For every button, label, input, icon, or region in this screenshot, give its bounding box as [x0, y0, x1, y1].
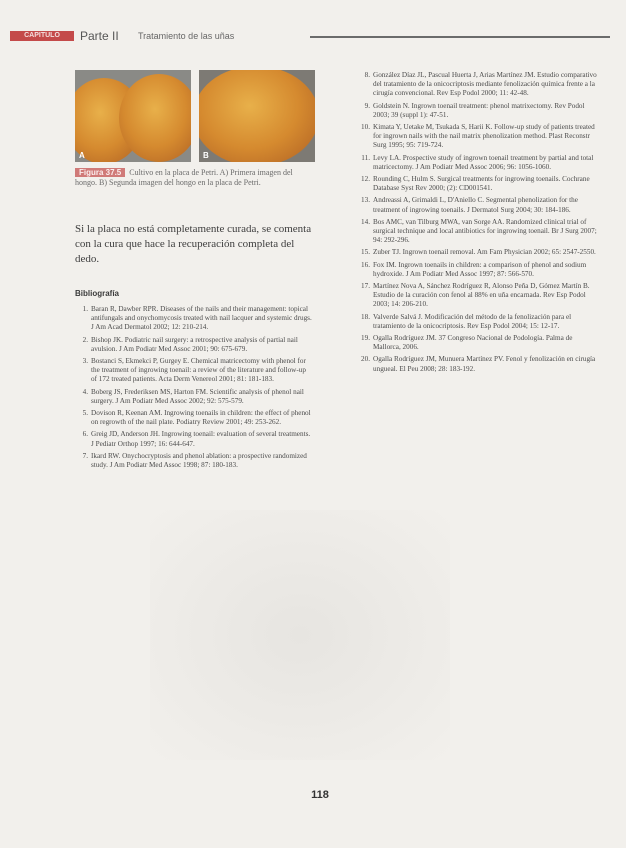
reference-number: 15. — [361, 248, 370, 257]
reference-text: González Díaz JL, Pascual Huerta J, Arias Martínez JM. Estudio comparativo del tratamiento de la onicocriptosis mediante fenolización química frente a la cirugía convencional. Rev Esp Podol 2000; 11: 42-48. — [373, 71, 597, 98]
reference-number: 4. — [82, 387, 88, 396]
reference-text: Fox IM. Ingrown toenails in children: a comparison of phenol and sodium hydroxide. J Am Podiatr Med Assoc 1997; 87: 566-570. — [373, 260, 587, 278]
reference-number: 17. — [361, 282, 370, 291]
reference-number: 8. — [364, 71, 370, 79]
figure-label: Figura 37.5 — [75, 168, 125, 177]
reference-item — [361, 248, 598, 257]
panel-label-a: A — [79, 151, 85, 160]
reference-text: Baran R, Dawber RPR. Diseases of the nails and their management: topical antifungals and onychomycosis treated with nail lacquer and systemic drugs. J Am Acad Dermatol 2002; 12: 210-214. — [91, 305, 312, 332]
panel-label-b: B — [203, 151, 209, 160]
header-rule — [310, 36, 610, 38]
reference-text: Bos AMC, van Tilburg MWA, van Sorge AA. Randomized clinical trial of surgical technique and local antibiotics for ingrowing toenail. Br J Surg 2007; 94: 292-296. — [373, 217, 597, 245]
page-number: 118 — [311, 789, 329, 801]
reference-number: 14. — [361, 217, 370, 226]
reference-number: 19. — [361, 334, 370, 343]
reference-text: Bishop JK. Podiatric nail surgery: a retrospective analysis of partial nail avulsion. J Am Podiatr Med Assoc 2001; 90: 675-679. — [91, 335, 298, 353]
reference-item — [82, 430, 313, 448]
reference-text: Goldstein N. Ingrown toenail treatment: phenol matrixectomy. Rev Podol 2003; 39 (suppl 1): 47-51. — [373, 101, 585, 119]
figure-photo-a — [75, 70, 191, 162]
chapter-tag: CAPITULO — [10, 31, 74, 41]
reference-number: 7. — [82, 451, 88, 460]
figure-caption-text: Cultivo en la placa de Petri. A) Primera imagen del hongo. B) Segunda imagen del hongo en la placa de Petri. — [75, 168, 293, 187]
reference-number: 11. — [361, 153, 370, 162]
reference-item — [82, 305, 313, 333]
reference-text: Valverde Salvá J. Modificación del método de la fenolización para el tratamiento de la onicocriptosis. Rev Esp Podol 2004; 15: 12-17. — [373, 312, 572, 330]
reference-text: Ogalla Rodríguez JM. 37 Congreso Nacional de Podología. Palma de Mallorca, 2006. — [373, 334, 573, 352]
reference-text: Kimata Y, Uetake M, Tsukada S, Harii K. Follow-up study of patients treated for ingrown nails with the nail matrix phenolization method. Plast Reconstr Surg 1995; 95: 719-724. — [373, 123, 595, 150]
reference-number: 2. — [82, 335, 88, 344]
reference-list-right — [361, 71, 598, 377]
reference-text: Levy LA. Prospective study of ingrown toenail treatment by partial and total matricectomy. J Am Podiatr Med Assoc 2006; 96: 1056-1060. — [373, 153, 594, 171]
reference-item — [361, 217, 598, 246]
reference-item — [361, 355, 598, 373]
reference-text: Rounding C, Hulm S. Surgical treatments for ingrowing toenails. Cochrane Database Syst Rev 2000; (2): CD001541. — [373, 175, 590, 193]
reference-item — [361, 312, 598, 331]
scan-smudge — [150, 510, 450, 760]
reference-number: 9. — [364, 101, 370, 110]
reference-number: 10. — [361, 123, 370, 132]
reference-item — [361, 334, 598, 352]
reference-number: 5. — [82, 409, 88, 418]
reference-item — [361, 153, 598, 172]
body-paragraph: Si la placa no está completamente curada, se comenta con la cura que hace la recuperación completa del dedo. — [75, 223, 312, 265]
reference-number: 18. — [361, 312, 370, 321]
reference-number: 20. — [361, 355, 370, 364]
reference-text: Martínez Nova A, Sánchez Rodríguez R, Alonso Peña D, Gómez Martín B. Estudio de la curación con fenol al 88% en uña encarnada. Rev Esp Podol 2003; 14: 206-210. — [373, 282, 590, 309]
reference-text: Dovison R, Keenan AM. Ingrowing toenails in children: the effect of phenol on regrowth of the nail plate. Podiatry Review 2001; 49: 253-262. — [91, 409, 311, 427]
section-label: Tratamiento de las uñas — [138, 31, 235, 41]
reference-number: 1. — [82, 305, 88, 313]
reference-text: Ogalla Rodríguez JM, Munuera Martínez PV. Fenol y fenolización en cirugía ungueal. El Peu 2008; 28: 183-192. — [373, 355, 596, 373]
reference-item — [361, 196, 598, 214]
reference-item — [364, 101, 598, 120]
reference-item — [82, 451, 313, 470]
reference-number: 6. — [82, 430, 88, 439]
reference-item — [82, 409, 313, 427]
reference-list-left — [82, 305, 313, 473]
reference-item — [361, 282, 598, 310]
reference-item — [361, 175, 598, 193]
reference-text: Zuber TJ. Ingrown toenail removal. Am Fam Physician 2002; 65: 2547-2550. — [373, 248, 596, 257]
reference-text: Ikard RW. Onychocryptosis and phenol ablation: a prospective randomized study. J Am Podiatr Med Assoc 1998; 87: 180-183. — [91, 451, 307, 470]
reference-text: Bostanci S, Ekmekci P, Gurgey E. Chemical matricectomy with phenol for the treatment of ingrowing toenail: a review of the literature and follow-up of 172 treated patients. Acta Derm Venereol 2001; 81: 181-183. — [91, 357, 306, 384]
reference-text: Greig JD, Anderson JH. Ingrowing toenail: evaluation of several treatments. J Pediatr Orthop 1997; 16: 644-647. — [91, 430, 311, 448]
part-label: Parte II — [80, 29, 119, 43]
reference-item — [361, 123, 598, 151]
reference-number: 13. — [361, 196, 370, 205]
reference-text: Boberg JS, Frederiksen MS, Harton FM. Scientific analysis of phenol nail surgery. J Am Podiatr Med Assoc 2002; 92: 575-579. — [91, 387, 304, 405]
reference-text: Andreassi A, Grimaldi L, D'Aniello C. Segmental phenolization for the treatment of ingrowing toenails. J Dermatol Surg 2004; 30: 184-186. — [373, 196, 578, 214]
reference-item — [361, 260, 598, 279]
reference-item — [82, 335, 313, 354]
reference-item — [82, 387, 313, 406]
reference-number: 3. — [82, 357, 88, 366]
reference-item — [364, 71, 598, 99]
running-header — [10, 30, 610, 44]
reference-item — [82, 357, 313, 385]
figure-caption — [75, 168, 313, 188]
reference-number: 16. — [361, 260, 370, 269]
reference-number: 12. — [361, 175, 370, 184]
figure-photo-b — [199, 70, 315, 162]
bibliography-heading: Bibliografía — [75, 289, 120, 298]
